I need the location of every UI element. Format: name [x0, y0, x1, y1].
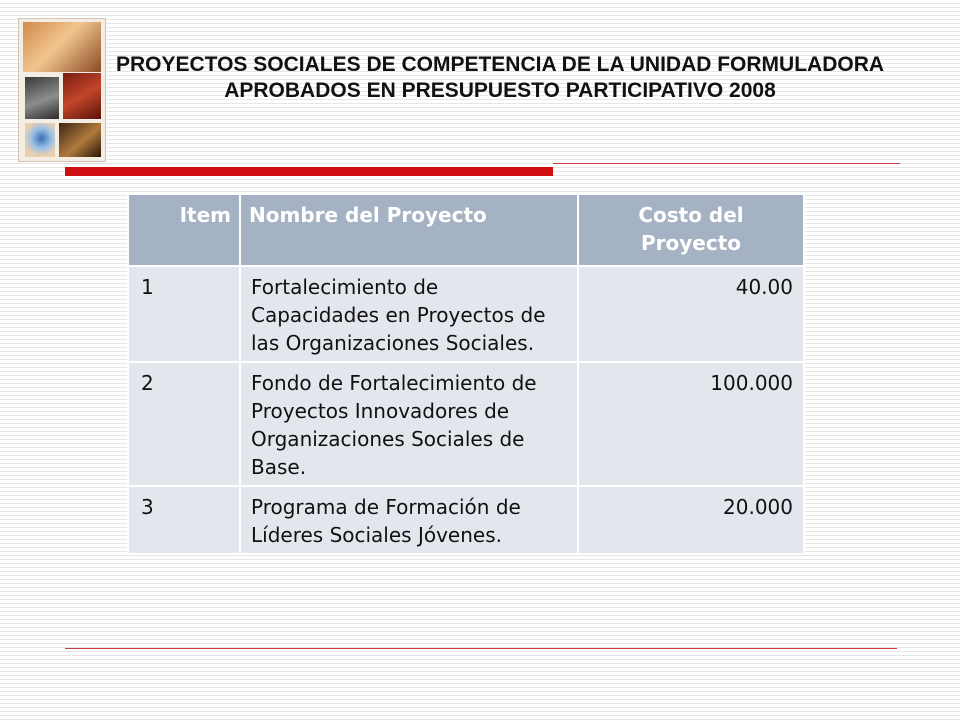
- header-item: Item: [128, 194, 240, 266]
- collage-photo-globe-hand: [25, 123, 55, 157]
- collage-photo-worried-person: [25, 77, 59, 119]
- cell-project-name: Fortalecimiento de Capacidades en Proyectos de las Organizaciones Sociales.: [240, 266, 578, 362]
- footer-rule: [65, 648, 897, 649]
- cell-item: 2: [128, 362, 240, 486]
- cell-project-name: Fondo de Fortalecimiento de Proyectos Innovadores de Organizaciones Sociales de Base.: [240, 362, 578, 486]
- cell-project-cost: 100.000: [578, 362, 804, 486]
- collage-photo-child: [23, 22, 101, 72]
- cell-project-name: Programa de Formación de Líderes Sociales Jóvenes.: [240, 486, 578, 554]
- table-row: [128, 266, 804, 362]
- table-row: [128, 362, 804, 486]
- collage-photo-boy-red: [63, 73, 101, 119]
- cell-project-cost: 40.00: [578, 266, 804, 362]
- cell-project-cost: 20.000: [578, 486, 804, 554]
- cell-item: 1: [128, 266, 240, 362]
- cell-item: 3: [128, 486, 240, 554]
- table-header-row: [128, 194, 804, 266]
- header-project-name: Nombre del Proyecto: [240, 194, 578, 266]
- header-project-cost: Costo del Proyecto: [578, 194, 804, 266]
- title-underline-bar: [65, 167, 553, 176]
- collage-photo-child-face: [59, 123, 101, 157]
- photo-collage: [18, 18, 106, 162]
- table-row: [128, 486, 804, 554]
- projects-table: [127, 193, 805, 555]
- page-title: PROYECTOS SOCIALES DE COMPETENCIA DE LA UNIDAD FORMULADORA APROBADOS EN PRESUPUESTO PARTICIPATIVO 2008: [115, 53, 885, 102]
- title-underline-rule: [553, 163, 900, 164]
